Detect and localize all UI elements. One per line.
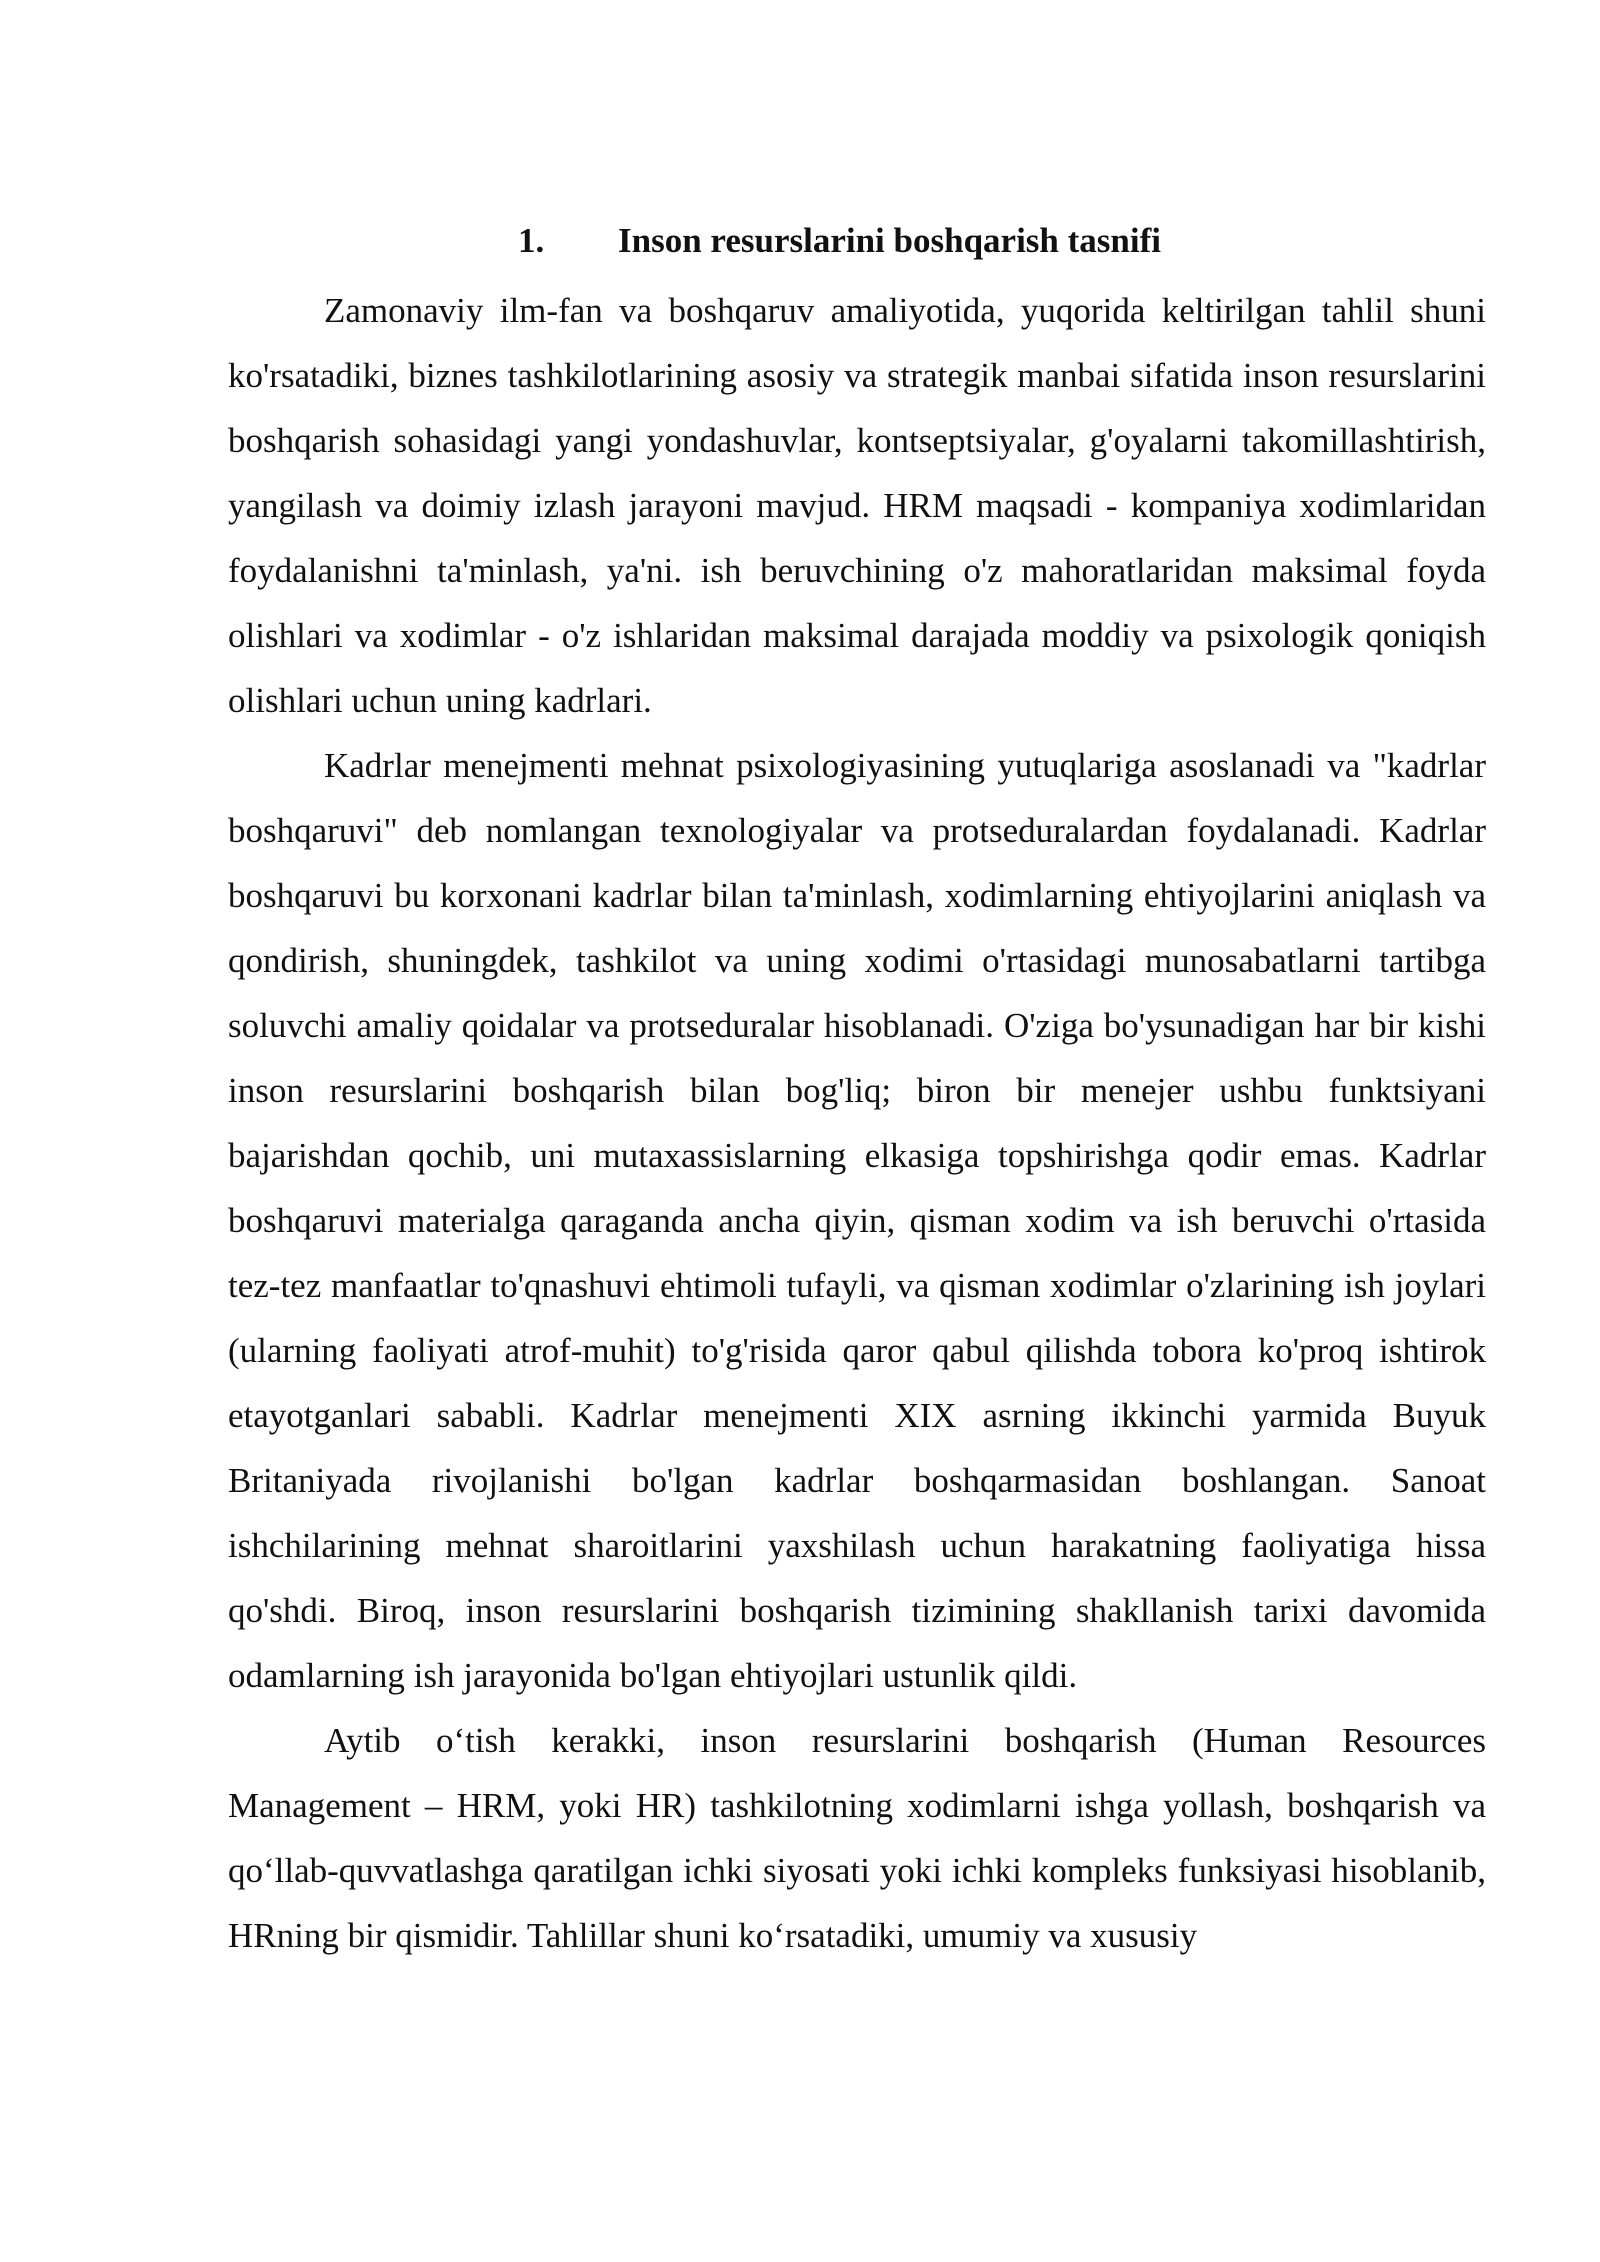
section-number: 1. — [518, 221, 545, 260]
section-title: Inson resurslarini boshqarish tasnifi — [618, 221, 1161, 260]
paragraph-1: Zamonaviy ilm-fan va boshqaruv amaliyotida, yuqorida keltirilgan tahlil shuni ko'rsatadiki, biznes tashkilotlarining asosiy va strategik manbai sifatida inson resurslarini boshqarish sohasidagi yangi yondashuvlar, kontseptsiyalar, g'oyalarni takomillashtirish, yangilash va doimiy izlash jarayoni mavjud. HRM maqsadi - kompaniya xodimlaridan foydalanishni ta'minlash, ya'ni. ish beruvchining o'z mahoratlaridan maksimal foyda olishlari va xodimlar - o'z ishlaridan maksimal darajada moddiy va psixologik qoniqish olishlari uchun uning kadrlari. — [228, 291, 1486, 720]
section-heading — [228, 215, 1486, 267]
document-body — [228, 215, 1486, 1968]
paragraph-2: Kadrlar menejmenti mehnat psixologiyasining yutuqlariga asoslanadi va "kadrlar boshqaruvi" deb nomlangan texnologiyalar va protseduralardan foydalanadi. Kadrlar boshqaruvi bu korxonani kadrlar bilan ta'minlash, xodimlarning ehtiyojlarini aniqlash va qondirish, shuningdek, tashkilot va uning xodimi o'rtasidagi munosabatlarni tartibga soluvchi amaliy qoidalar va protseduralar hisoblanadi. O'ziga bo'ysunadigan har bir kishi inson resurslarini boshqarish bilan bog'liq; biron bir menejer ushbu funktsiyani bajarishdan qochib, uni mutaxassislarning elkasiga topshirishga qodir emas. Kadrlar boshqaruvi materialga qaraganda ancha qiyin, qisman xodim va ish beruvchi o'rtasida tez-tez manfaatlar to'qnashuvi ehtimoli tufayli, va qisman xodimlar o'zlarining ish joylari (ularning faoliyati atrof-muhit) to'g'risida qaror qabul qilishda tobora ko'proq ishtirok etayotganlari sababli. Kadrlar menejmenti XIX asrning ikkinchi yarmida Buyuk Britaniyada rivojlanishi bo'lgan kadrlar boshqarmasidan boshlangan. Sanoat ishchilarining mehnat sharoitlarini yaxshilash uchun harakatning faoliyatiga hissa qo'shdi. Biroq, inson resurslarini boshqarish tizimining shakllanish tarixi davomida odamlarning ish jarayonida bo'lgan ehtiyojlari ustunlik qildi. — [228, 746, 1486, 1695]
paragraph-3: Aytib o‘tish kerakki, inson resurslarini boshqarish (Human Resources Management – HRM, yoki HR) tashkilotning xodimlarni ishga yollash, boshqarish va qo‘llab-quvvatlashga qaratilgan ichki siyosati yoki ichki kompleks funksiyasi hisoblanib, HRning bir qismidir. Tahlillar shuni ko‘rsatadiki, umumiy va xususiy — [228, 1721, 1486, 1955]
